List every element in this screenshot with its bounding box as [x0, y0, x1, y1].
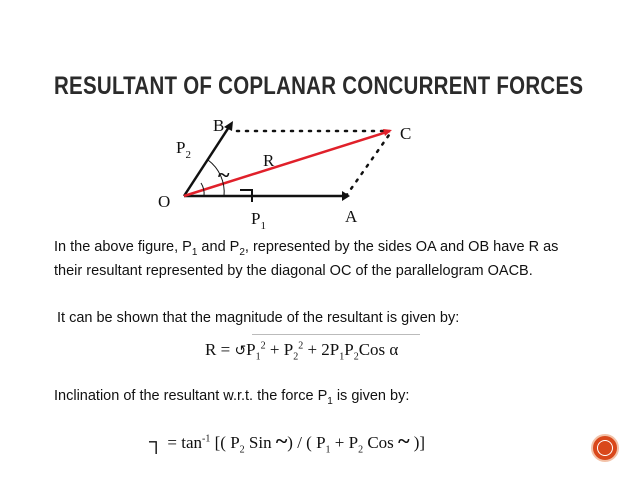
slide-title: RESULTANT OF COPLANAR CONCURRENT FORCES — [54, 72, 584, 100]
equation-magnitude: $R = ↺P_1^2 + P_2^2 + 2P_1P_2Cos$ α — [205, 340, 399, 363]
equation-inclination: ┐ = $\tan^{-1}$ [( $P_2$ Sin ~) / ( $P_1 + P_2$ Cos ~ )] — [149, 428, 426, 456]
arrowhead-c — [383, 129, 392, 136]
label-p1: P — [251, 209, 261, 228]
label-a: A — [345, 207, 358, 226]
para1-text-3: , represented by the sides OA and OB have R as their resultant represented by the diagonal OC of the parallelogram OACB. — [54, 239, 559, 279]
para1-sub-1: 1 — [191, 246, 198, 258]
label-b: B — [213, 116, 225, 135]
label-p2-sub: 2 — [185, 149, 191, 161]
svg-text:P2 — [176, 138, 191, 161]
arrowhead-a — [342, 191, 350, 201]
paragraph-inclination-intro: Inclination of the resultant w.r.t. the force $P_1$ is given by: — [54, 388, 410, 407]
angle-symbol: ~ — [218, 162, 230, 187]
resultant-oc — [184, 131, 390, 196]
label-p2: P — [176, 138, 186, 157]
svg-text:P1 — [251, 209, 266, 232]
theta-symbol: ┐ — [149, 431, 164, 453]
paragraph-magnitude-intro: It can be shown that the magnitude of the resultant is given by: — [57, 310, 460, 326]
alpha-symbol-1: ~ — [275, 428, 288, 453]
label-p1-sub: 1 — [260, 220, 266, 232]
label-c: C — [400, 124, 412, 143]
divider-line — [252, 334, 420, 335]
alpha-symbol-2: ~ — [398, 428, 410, 453]
label-o: O — [158, 192, 171, 211]
para1-text-2: and P — [197, 239, 240, 255]
paragraph-description — [54, 238, 574, 281]
para1-text-1: In the above figure, P — [54, 239, 192, 255]
label-r: R — [263, 151, 275, 170]
square-root-icon: ↺ — [234, 344, 247, 359]
slide-badge-icon — [591, 434, 619, 462]
para1-sub-2: 2 — [239, 246, 245, 258]
